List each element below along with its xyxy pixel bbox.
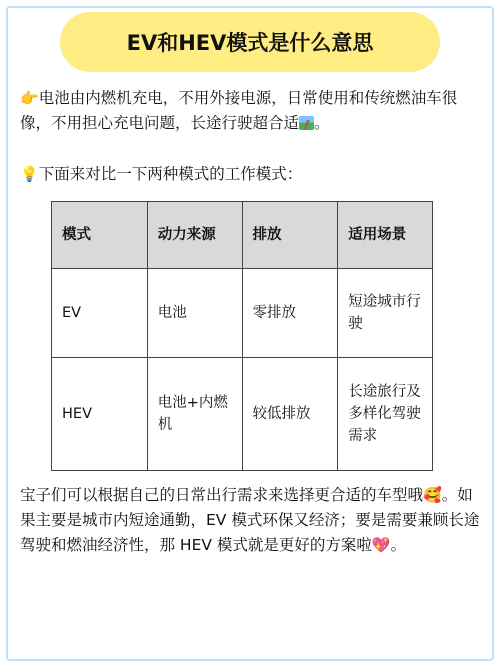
conclusion-text-a: 宝子们可以根据自己的日常出行需求来选择更合适的车型哦 (20, 486, 424, 504)
table-cell: 长途旅行及多样化驾驶需求 (338, 358, 433, 471)
table-cell: HEV (52, 358, 148, 471)
intro-paragraph (20, 86, 480, 136)
table-row (52, 358, 433, 471)
table-header-cell: 模式 (52, 202, 148, 269)
smiling-hearts-icon: 🥰 (423, 486, 442, 504)
conclusion-end: 。 (390, 536, 407, 554)
intro-end: 。 (314, 114, 330, 132)
light-bulb-icon: 💡 (20, 165, 39, 183)
compare-intro (20, 162, 480, 187)
table-cell: 零排放 (242, 269, 338, 358)
table-cell: 电池 (147, 269, 242, 358)
table-cell: 短途城市行驶 (338, 269, 433, 358)
table-cell: EV (52, 269, 148, 358)
table-row (52, 269, 433, 358)
table-header-cell: 适用场景 (338, 202, 433, 269)
pointing-hand-icon: 👉 (20, 89, 39, 107)
conclusion-paragraph (20, 483, 480, 558)
page-title (60, 12, 440, 72)
table-header-cell: 动力来源 (147, 202, 242, 269)
page-title-text: EV和HEV模式是什么意思 (126, 31, 374, 55)
table-header-cell: 排放 (242, 202, 338, 269)
intro-text: 电池由内燃机充电，不用外接电源，日常使用和传统燃油车很像，不用担心充电问题，长途行驶超合适 (20, 89, 458, 132)
sparkling-heart-icon: 💖 (371, 536, 391, 554)
compare-intro-text: 下面来对比一下两种模式的工作模式： (38, 165, 303, 183)
conclusion-text-b: 。如果主要是城市内短途通勤，EV 模式环保又经济；要是需要兼顾长途驾驶和燃油经济性，那 HEV 模式就是更好的方案啦 (20, 486, 480, 554)
table-header-row (52, 202, 433, 269)
table-cell: 较低排放 (242, 358, 338, 471)
comparison-table (51, 201, 433, 471)
table-cell: 电池+内燃机 (147, 358, 242, 471)
road-landscape-icon (299, 116, 314, 130)
